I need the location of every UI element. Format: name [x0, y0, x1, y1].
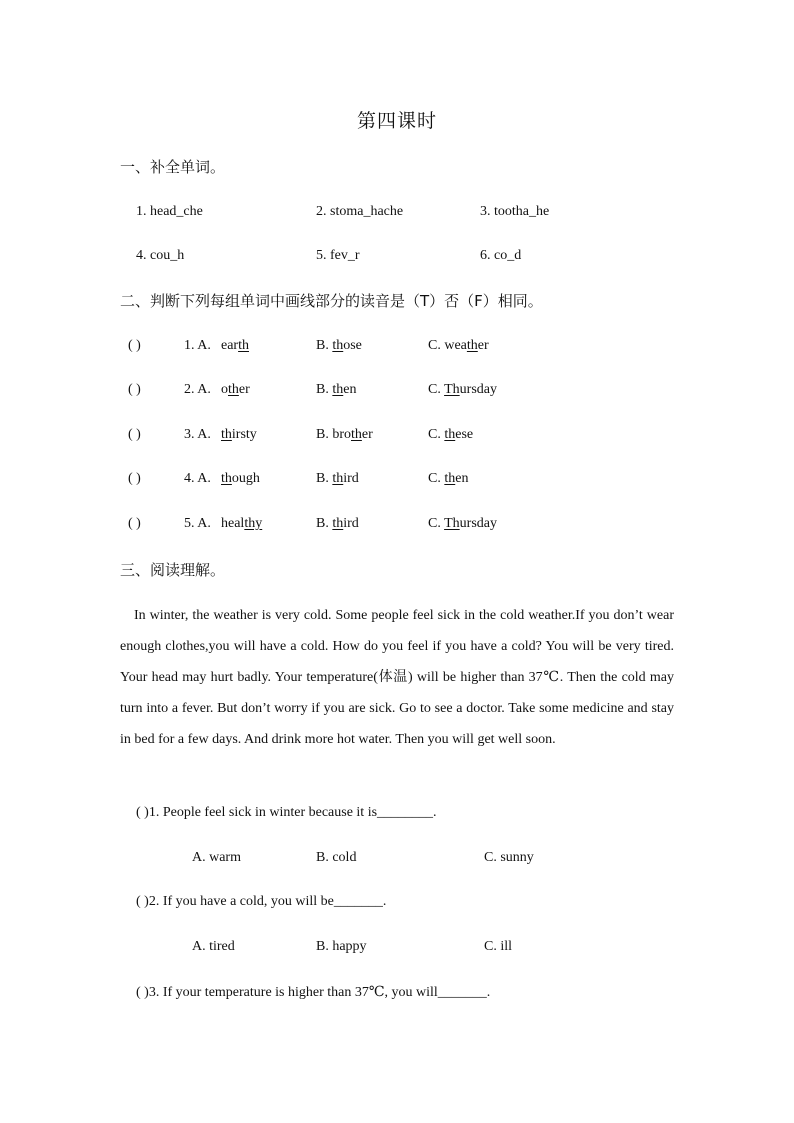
- question-text: ( )3. If your temperature is higher than 37℃, you will_______.: [136, 985, 491, 1000]
- question-text: ( )2. If you have a cold, you will be_______.: [136, 894, 387, 909]
- answer-bracket[interactable]: ( ): [128, 471, 141, 486]
- answer-bracket[interactable]: ( ): [128, 338, 141, 353]
- answer-bracket[interactable]: ( ): [128, 427, 141, 442]
- option-a: thirsty: [221, 427, 257, 442]
- phonics-number: 5. A.: [184, 516, 211, 531]
- option-b: B. those: [316, 338, 362, 353]
- option-b: B. third: [316, 516, 359, 531]
- reading-passage: In winter, the weather is very cold. Some people feel sick in the cold weather.If you don’t wear enough clothes,you will have a cold. How do you feel if you have a cold? You will be very tired. Your head may hurt badly. Your temperature(体温) will be higher than 37℃. Then the cold may turn into a fever. But don’t worry if you are sick. Go to see a doctor. Take some medicine and stay in bed for a few days. And drink more hot water. Then you will get well soon.: [120, 608, 674, 747]
- section-3-heading: 三、阅读理解。: [120, 561, 226, 579]
- question-text: ( )1. People feel sick in winter because it is________.: [136, 805, 437, 820]
- option-c: C. Thursday: [428, 382, 497, 397]
- option-c: C. weather: [428, 338, 489, 353]
- section-1-heading: 一、补全单词。: [120, 158, 226, 176]
- option-a: earth: [221, 338, 249, 353]
- option-a: A. warm: [192, 850, 241, 865]
- fill-item: 4. cou_h: [136, 248, 185, 263]
- option-c: C. Thursday: [428, 516, 497, 531]
- phonics-number: 3. A.: [184, 427, 211, 442]
- option-b: B. happy: [316, 939, 367, 954]
- option-c: C. these: [428, 427, 474, 442]
- fill-item: 5. fev_r: [316, 248, 360, 263]
- option-b: B. then: [316, 382, 357, 397]
- answer-bracket[interactable]: ( ): [128, 382, 141, 397]
- phonics-number: 4. A.: [184, 471, 211, 486]
- section-2-heading: 二、判断下列每组单词中画线部分的读音是（T）否（F）相同。: [120, 292, 543, 310]
- fill-item: 2. stoma_hache: [316, 204, 404, 219]
- option-a: A. tired: [192, 939, 235, 954]
- option-a: healthy: [221, 516, 263, 531]
- page-title: 第四课时: [356, 110, 437, 132]
- fill-item: 6. co_d: [480, 248, 522, 263]
- fill-item: 1. head_che: [136, 204, 203, 219]
- option-c: C. then: [428, 471, 469, 486]
- option-b: B. cold: [316, 850, 357, 865]
- phonics-number: 2. A.: [184, 382, 211, 397]
- option-c: C. ill: [484, 939, 513, 954]
- phonics-number: 1. A.: [184, 338, 211, 353]
- answer-bracket[interactable]: ( ): [128, 516, 141, 531]
- option-b: B. third: [316, 471, 359, 486]
- option-c: C. sunny: [484, 850, 534, 865]
- option-a: though: [221, 471, 260, 486]
- option-b: B. brother: [316, 427, 373, 442]
- fill-item: 3. tootha_he: [480, 204, 550, 219]
- option-a: other: [221, 382, 250, 397]
